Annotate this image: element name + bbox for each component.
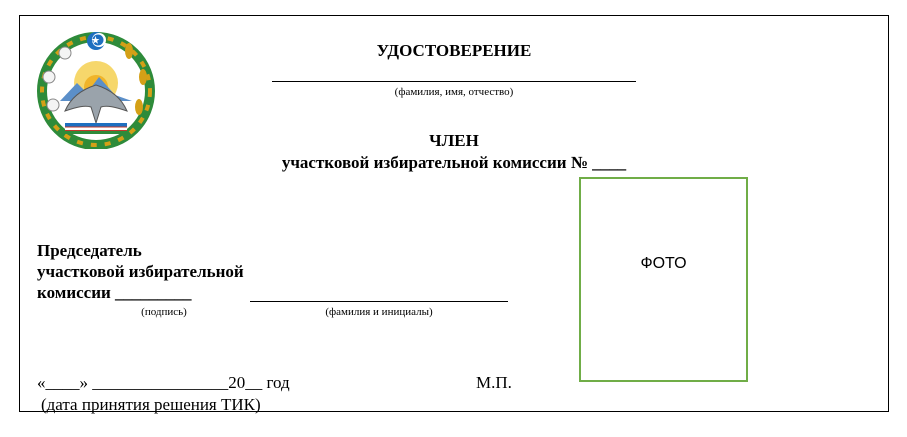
chairman-line-2: участковой избирательной: [37, 262, 244, 281]
chairman-line-1: Председатель: [37, 241, 142, 260]
state-emblem-icon: [35, 27, 157, 149]
chairman-block: [37, 240, 244, 303]
initials-line: [250, 301, 508, 302]
decision-caption: (дата принятия решения ТИК): [41, 395, 261, 414]
signature-caption: (подпись): [141, 306, 187, 318]
date-line: «____» ________________20__ год: [37, 373, 290, 392]
stamp-label: М.П.: [476, 373, 512, 392]
member-subtitle: участковой избирательной комиссии № ____: [281, 153, 627, 172]
name-line: [272, 81, 636, 82]
initials-caption: (фамилия и инициалы): [325, 306, 433, 318]
name-caption: (фамилия, имя, отчество): [394, 86, 514, 98]
chairman-line-3: комиссии _________: [37, 283, 192, 302]
photo-label: ФОТО: [640, 255, 687, 272]
photo-frame: [579, 177, 748, 382]
document-title: УДОСТОВЕРЕНИЕ: [376, 41, 532, 60]
member-heading: [230, 130, 678, 174]
member-title: ЧЛЕН: [429, 131, 479, 150]
